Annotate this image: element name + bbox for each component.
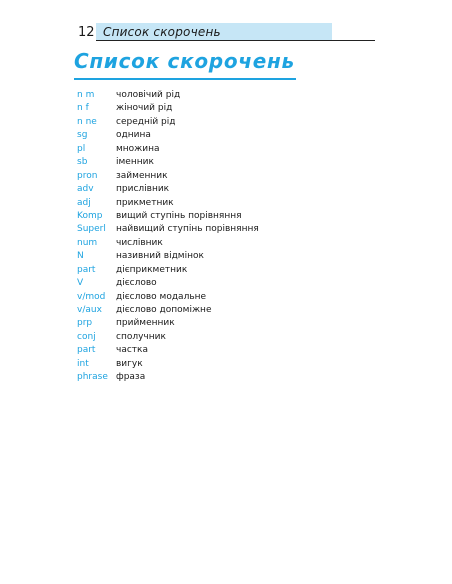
abbreviation: n f <box>77 103 89 114</box>
abbreviation: num <box>77 237 98 248</box>
abbreviation: int <box>77 358 89 369</box>
page-header <box>77 23 375 43</box>
abbreviation-row <box>77 170 259 183</box>
abbreviation-meaning: дієслово модальне <box>116 291 207 302</box>
abbreviation: Superl <box>77 224 106 235</box>
abbreviation-meaning: фраза <box>116 372 146 383</box>
abbreviation-meaning: дієслово <box>116 278 157 289</box>
header-rule <box>96 40 375 41</box>
abbreviation-row <box>77 237 259 250</box>
abbreviation-row <box>77 250 259 263</box>
abbreviation-row <box>77 197 259 210</box>
abbreviation: v/aux <box>77 305 102 315</box>
section-title: Список скорочень <box>74 49 295 73</box>
abbreviation-meaning: множина <box>116 143 160 154</box>
abbreviation: n m <box>77 90 95 100</box>
abbreviation-meaning: числівник <box>116 237 163 248</box>
abbreviation-row <box>77 102 259 115</box>
abbreviation: v/mod <box>77 291 106 302</box>
abbreviation-row <box>77 223 259 236</box>
abbreviation: sg <box>77 130 88 141</box>
abbreviation: pron <box>77 170 98 181</box>
running-title: Список скорочень <box>103 25 221 39</box>
abbreviation-meaning: прислівник <box>116 184 170 195</box>
abbreviation-meaning: вигук <box>116 358 143 369</box>
abbreviation-row <box>77 210 259 223</box>
abbreviation: Komp <box>77 210 103 221</box>
abbreviation-meaning: середній рід <box>116 116 176 127</box>
abbreviation-meaning: частка <box>116 345 148 356</box>
abbreviation-row <box>77 116 259 129</box>
abbreviation-row <box>77 156 259 169</box>
section-title-underline <box>74 78 296 80</box>
abbreviation-row <box>77 143 259 156</box>
abbreviation-meaning: займенник <box>116 170 168 181</box>
abbreviation: N <box>77 251 84 262</box>
abbreviation-row <box>77 304 259 317</box>
abbreviation: n ne <box>77 116 97 127</box>
abbreviation-row <box>77 371 259 384</box>
abbreviation-meaning: називний відмінок <box>116 251 204 262</box>
abbreviation: conj <box>77 331 96 342</box>
abbreviation-meaning: чоловічий рід <box>116 90 181 100</box>
abbreviation: phrase <box>77 372 108 383</box>
abbreviation-row <box>77 344 259 357</box>
abbreviation-meaning: найвищий ступінь порівняння <box>116 224 259 235</box>
abbreviation: sb <box>77 157 88 168</box>
abbreviation: adj <box>77 197 91 208</box>
abbreviation-row <box>77 183 259 196</box>
abbreviation-meaning: прикметник <box>116 197 174 208</box>
abbreviation-meaning: іменник <box>116 157 154 168</box>
abbreviation: part <box>77 264 96 275</box>
abbreviation-row <box>77 89 259 102</box>
abbreviation-meaning: вищий ступінь порівняння <box>116 210 242 221</box>
abbreviation-row <box>77 317 259 330</box>
abbreviation-row <box>77 291 259 304</box>
abbreviation-row <box>77 129 259 142</box>
abbreviation-row <box>77 277 259 290</box>
abbreviation-meaning: сполучник <box>116 331 166 342</box>
abbreviation-meaning: дієслово допоміжне <box>116 305 212 315</box>
abbreviation-meaning: жіночий рід <box>116 103 173 114</box>
abbreviation-row <box>77 358 259 371</box>
abbreviation-meaning: прийменник <box>116 318 175 329</box>
abbreviation-row <box>77 264 259 277</box>
abbreviation-meaning: дієприкметник <box>116 264 188 275</box>
abbreviation: prp <box>77 318 93 329</box>
abbreviation-list <box>77 89 259 385</box>
abbreviation: V <box>77 278 84 289</box>
abbreviation: pl <box>77 143 86 154</box>
abbreviation-meaning: однина <box>116 130 151 141</box>
page-number: 12 <box>78 25 95 40</box>
abbreviation-row <box>77 331 259 344</box>
abbreviation: part <box>77 345 96 356</box>
abbreviation: adv <box>77 184 94 195</box>
